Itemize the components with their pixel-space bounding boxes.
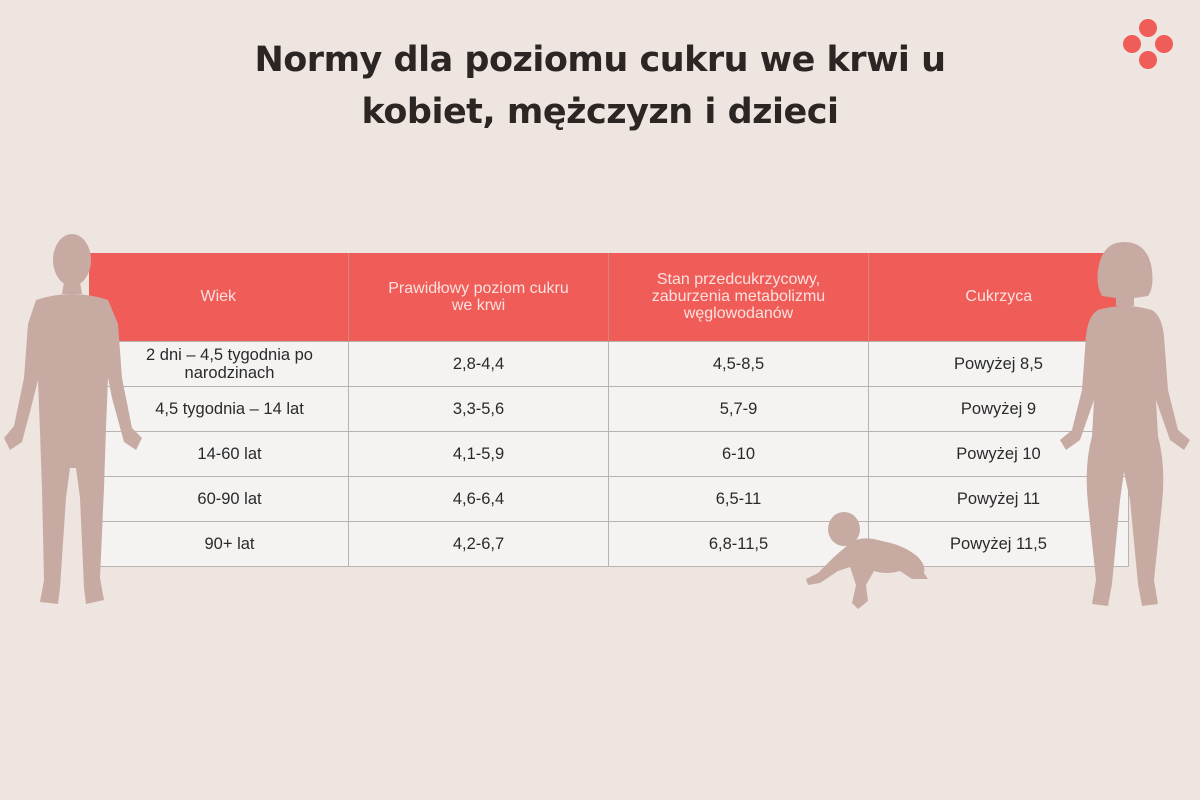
woman-silhouette-icon	[1058, 240, 1194, 610]
cell-normal: 2,8-4,4	[349, 341, 609, 386]
man-silhouette-icon	[0, 228, 150, 608]
cell-prediabetes: 6-10	[609, 431, 869, 476]
header-prediabetes: Stan przedcukrzycowy, zaburzenia metabolizmu węglowodanów	[609, 253, 869, 341]
blood-sugar-norms-table	[88, 253, 1128, 567]
table-header-row	[89, 253, 1129, 341]
cell-diabetes: Powyżej 8,5	[869, 341, 1129, 386]
cell-prediabetes: 4,5-8,5	[609, 341, 869, 386]
table-row	[89, 341, 1129, 386]
cell-normal: 4,1-5,9	[349, 431, 609, 476]
header-normal-level: Prawidłowy poziom cukru we krwi	[349, 253, 609, 341]
page-title-line-2: kobiet, mężczyzn i dzieci	[361, 92, 839, 132]
table-row	[89, 521, 1129, 566]
baby-silhouette-icon	[800, 505, 935, 615]
cell-normal: 4,2-6,7	[349, 521, 609, 566]
cell-diabetes: Powyżej 11	[869, 476, 1129, 521]
cell-age: 90+ lat	[89, 521, 349, 566]
cell-normal: 3,3-5,6	[349, 386, 609, 431]
cell-age: 60-90 lat	[89, 476, 349, 521]
cell-diabetes: Powyżej 10	[869, 431, 1129, 476]
table-row	[89, 476, 1129, 521]
header-diabetes: Cukrzyca	[869, 253, 1129, 341]
cell-normal: 4,6-6,4	[349, 476, 609, 521]
cell-age: 14-60 lat	[89, 431, 349, 476]
cell-prediabetes: 5,7-9	[609, 386, 869, 431]
cell-prediabetes: 6,8-11,5	[609, 521, 869, 566]
cell-diabetes: Powyżej 9	[869, 386, 1129, 431]
table-row	[89, 386, 1129, 431]
table-row	[89, 431, 1129, 476]
cell-age: 4,5 tygodnia – 14 lat	[89, 386, 349, 431]
cell-prediabetes: 6,5-11	[609, 476, 869, 521]
cell-age: 2 dni – 4,5 tygodnia po narodzinach	[89, 341, 349, 386]
four-dot-cross-logo-icon	[1118, 16, 1178, 76]
page-title-line-1: Normy dla poziomu cukru we krwi u	[254, 40, 946, 80]
header-age: Wiek	[89, 253, 349, 341]
page-title	[200, 34, 1000, 138]
cell-diabetes: Powyżej 11,5	[869, 521, 1129, 566]
